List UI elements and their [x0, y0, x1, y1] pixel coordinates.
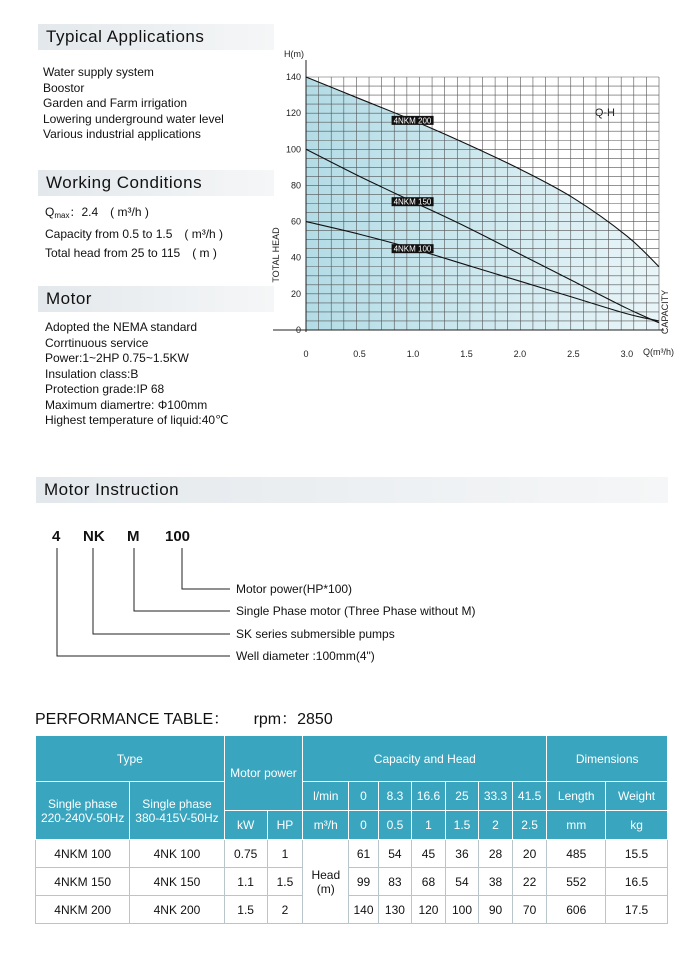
kw-cell: 0.75 — [224, 840, 267, 868]
m3h-label: m³/h — [303, 811, 349, 840]
x-tick-label: 1.5 — [460, 349, 473, 359]
chart-title: Q-H — [594, 107, 615, 120]
m3h-value: 2.5 — [512, 811, 547, 840]
list-item: Insulation class:B — [45, 366, 139, 381]
list-item: Various industrial applications — [43, 127, 201, 141]
type-header: Type — [36, 736, 225, 782]
head-cell: 54 — [445, 868, 479, 896]
head-cell: 28 — [479, 840, 513, 868]
m3h-value: 2 — [479, 811, 513, 840]
y-tick-label: 60 — [290, 216, 301, 227]
applications-list — [43, 65, 224, 143]
list-item: Highest temperature of liquid:40℃ — [45, 413, 229, 427]
list-item: Adopted the NEMA standard — [45, 320, 198, 334]
kg-unit: kg — [606, 811, 668, 840]
kw-cell: 1.5 — [224, 896, 267, 924]
weight-cell: 15.5 — [606, 840, 668, 868]
list-item: Power:1~2HP 0.75~1.5KW — [45, 351, 189, 365]
motor-heading: Motor — [38, 286, 274, 312]
qmax-label: Q — [45, 205, 55, 219]
y-tick-label: 120 — [285, 108, 301, 119]
series-label: 4NKM 150 — [393, 197, 432, 207]
leader-series — [93, 548, 230, 634]
model3-cell: 4NK 100 — [130, 840, 224, 868]
m3h-value: 1.5 — [445, 811, 479, 840]
weight-header: Weight — [606, 782, 668, 811]
table-row — [36, 840, 668, 868]
lmin-label: l/min — [303, 782, 349, 811]
code-well: 4 — [52, 528, 61, 545]
capacity-label: CAPACITY — [660, 289, 670, 335]
leader-power — [182, 548, 230, 589]
weight-cell: 16.5 — [606, 868, 668, 896]
instr-series: SK series submersible pumps — [236, 627, 395, 641]
head-line: Total head from 25 to 115 ( m ) — [45, 246, 217, 260]
head-label-cell: Head (m) — [303, 840, 349, 924]
lmin-value: 8.3 — [378, 782, 412, 811]
head-cell: 61 — [349, 840, 378, 868]
head-cell: 36 — [445, 840, 479, 868]
qh-chart — [265, 40, 690, 370]
dimensions-header: Dimensions — [547, 736, 668, 782]
instruction-heading: Motor Instruction — [36, 477, 668, 503]
list-item: Protection grade:IP 68 — [45, 382, 165, 396]
code-series: NK — [83, 528, 105, 545]
y-tick-label: 140 — [285, 72, 301, 82]
x-tick-label: 1.0 — [406, 349, 420, 359]
length-cell: 485 — [547, 840, 606, 868]
head-cell: 38 — [479, 868, 513, 896]
series-label: 4NKM 200 — [393, 116, 432, 126]
single-380-header: Single phase 380-415V-50Hz — [130, 782, 224, 840]
list-item: Boostor — [43, 80, 85, 95]
head-cell: 54 — [378, 840, 412, 868]
head-cell: 83 — [378, 868, 412, 896]
working-heading: Working Conditions — [38, 170, 274, 196]
lmin-value: 33.3 — [479, 782, 513, 811]
y-tick-label: 100 — [285, 144, 301, 155]
working-list — [45, 203, 223, 263]
head-cell: 130 — [378, 896, 412, 924]
code-power: 100 — [165, 528, 191, 545]
model-cell: 4NKM 200 — [36, 896, 130, 924]
list-item: Water supply system — [43, 65, 154, 79]
length-cell: 552 — [547, 868, 606, 896]
head-cell: 120 — [412, 896, 446, 924]
x-tick-label: 3.0 — [620, 349, 634, 359]
lmin-value: 16.6 — [412, 782, 446, 811]
head-cell: 20 — [512, 840, 547, 868]
head-cell: 99 — [349, 868, 378, 896]
length-cell: 606 — [547, 896, 606, 924]
capacity-head-header: Capacity and Head — [303, 736, 547, 782]
x-axis-label: Q(m³/h) — [643, 347, 674, 357]
head-cell: 70 — [512, 896, 547, 924]
model-cell: 4NKM 100 — [36, 840, 130, 868]
y-tick-label: 40 — [290, 252, 301, 263]
perf-title-colon: ： — [213, 711, 230, 728]
perf-rpm: rpm：2850 — [253, 711, 333, 728]
hp-cell: 2 — [267, 896, 303, 924]
x-tick-label: 2.0 — [513, 349, 527, 359]
list-item: Corrtinuous service — [45, 335, 149, 350]
motor-power-header: Motor power — [224, 736, 303, 811]
mm-unit: mm — [547, 811, 606, 840]
list-item: Lowering underground water level — [43, 111, 224, 126]
kw-cell: 1.1 — [224, 868, 267, 896]
perf-title — [35, 706, 333, 729]
lmin-value: 25 — [445, 782, 479, 811]
lmin-value: 41.5 — [512, 782, 547, 811]
head-cell: 100 — [445, 896, 479, 924]
model-cell: 4NKM 150 — [36, 868, 130, 896]
table-row — [36, 782, 668, 811]
y-tick-label: 20 — [290, 288, 301, 299]
instr-phase: Single Phase motor (Three Phase without M) — [236, 604, 476, 618]
y-unit-label: H(m) — [284, 49, 304, 59]
y-tick-label: 0 — [295, 325, 301, 335]
head-cell: 45 — [412, 840, 446, 868]
motor-list — [45, 320, 229, 429]
head-cell: 140 — [349, 896, 378, 924]
kw-header: kW — [224, 811, 267, 840]
hp-cell: 1 — [267, 840, 303, 868]
x-tick-label: 0 — [303, 349, 309, 359]
m3h-value: 0 — [349, 811, 378, 840]
series-label: 4NKM 100 — [393, 244, 432, 254]
instr-power: Motor power(HP*100) — [236, 582, 353, 596]
table-row — [36, 896, 668, 924]
capacity-line: Capacity from 0.5 to 1.5 ( m³/h ) — [45, 227, 224, 241]
list-item: Garden and Farm irrigation — [43, 96, 188, 110]
x-tick-label: 2.5 — [567, 349, 580, 359]
m3h-value: 0.5 — [378, 811, 412, 840]
hp-header: HP — [267, 811, 303, 840]
head-cell: 68 — [412, 868, 446, 896]
instr-well: Well diameter :100mm(4") — [236, 649, 375, 663]
y-tick-label: 80 — [290, 180, 301, 191]
perf-title-text: PERFORMANCE TABLE — [35, 711, 214, 728]
leader-well — [57, 548, 230, 656]
code-phase: M — [127, 528, 140, 545]
table-row — [36, 736, 668, 782]
applications-heading: Typical Applications — [38, 24, 274, 50]
lmin-value: 0 — [349, 782, 378, 811]
m3h-value: 1 — [412, 811, 446, 840]
model3-cell: 4NK 150 — [130, 868, 224, 896]
qmax-line: $Q_{max}$：2.4 ( m³/h ) — [45, 205, 149, 220]
head-cell: 22 — [512, 868, 547, 896]
qmax-sub: max — [54, 211, 70, 220]
head-cell: 90 — [479, 896, 513, 924]
qmax-value: 2.4 ( m³/h ) — [81, 205, 149, 219]
performance-table — [35, 735, 668, 924]
model3-cell: 4NK 200 — [130, 896, 224, 924]
x-tick-label: 0.5 — [353, 349, 366, 359]
weight-cell: 17.5 — [606, 896, 668, 924]
hp-cell: 1.5 — [267, 868, 303, 896]
single-220-header: Single phase 220-240V-50Hz — [36, 782, 130, 840]
list-item: Maximum diamertre: Φ100mm — [45, 397, 208, 412]
table-row — [36, 868, 668, 896]
length-header: Length — [547, 782, 606, 811]
y-axis-label: TOTAL HEAD — [271, 227, 281, 283]
